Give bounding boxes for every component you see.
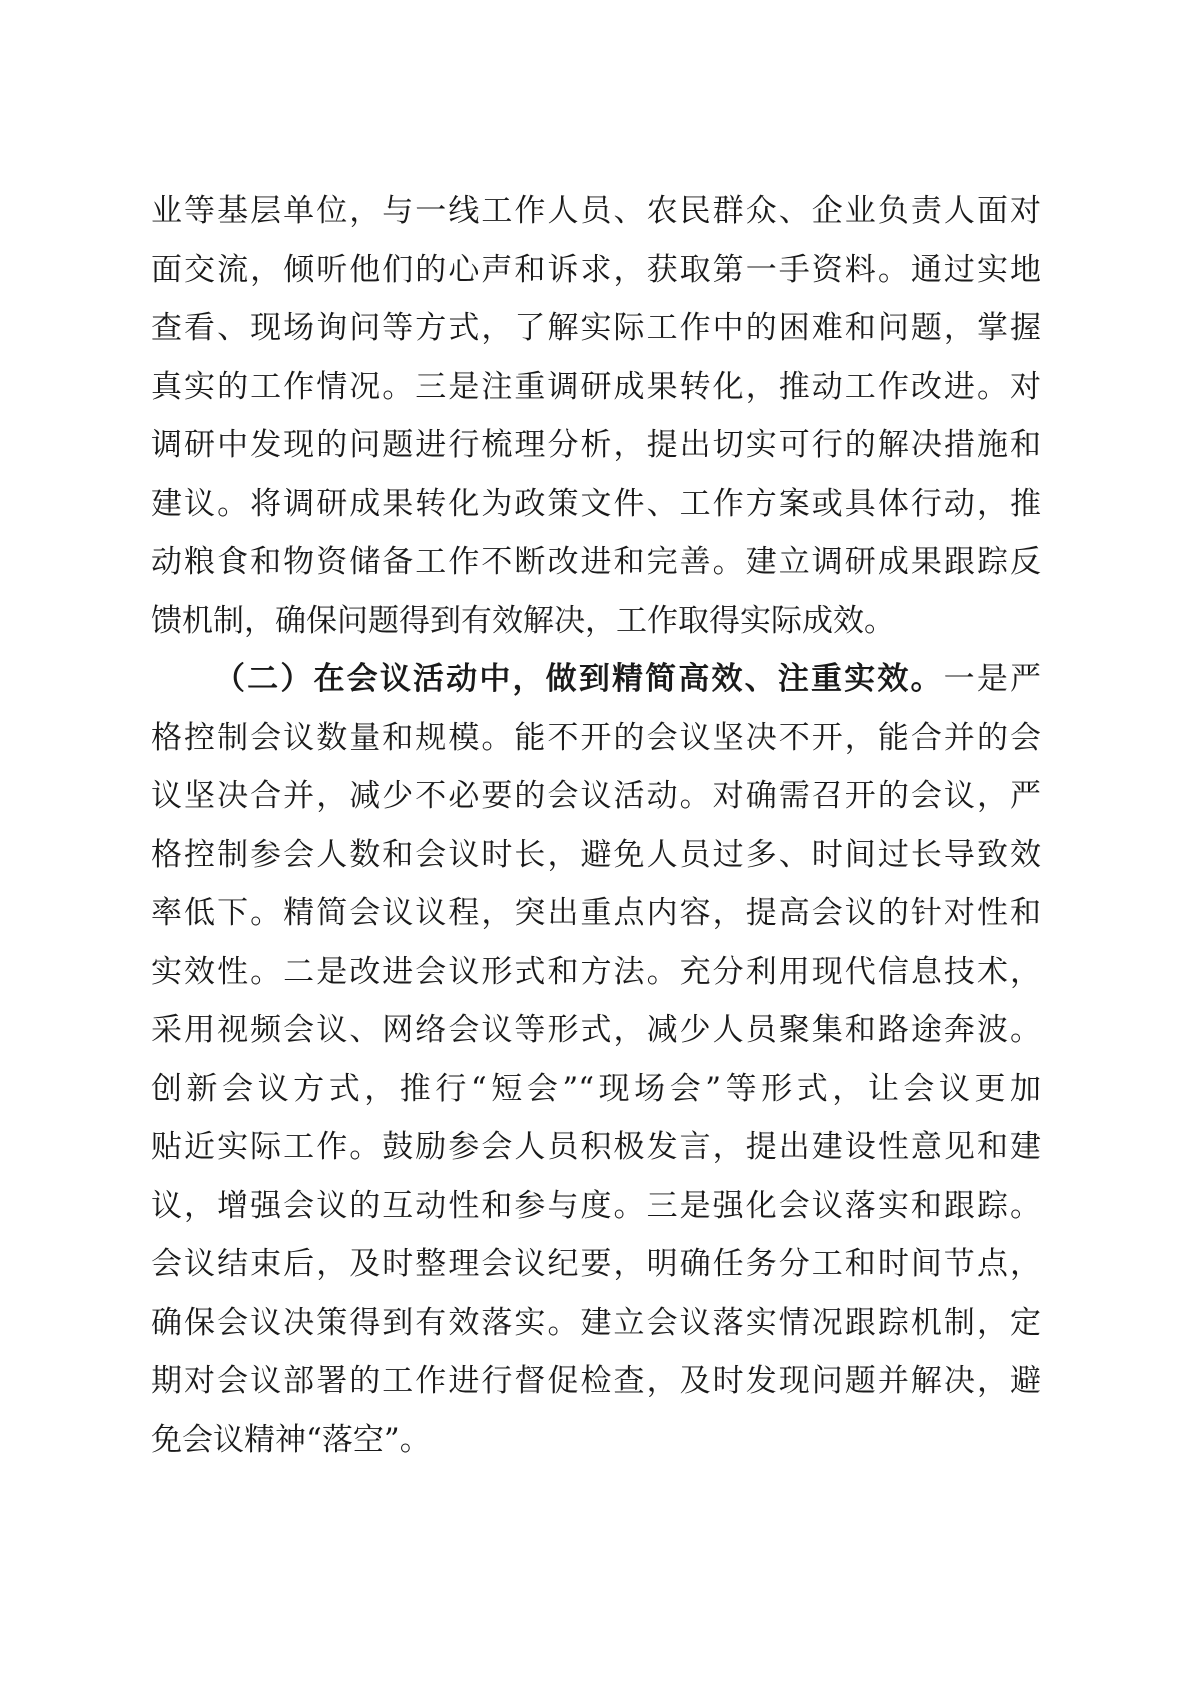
section-heading: （二）在会议活动中，做到精简高效、注重实效。 [214,661,944,697]
paragraph-line: 期对会议部署的工作进行督促检查，及时发现问题并解决，避 [151,1363,1041,1399]
paragraph-line: 查看、现场询问等方式，了解实际工作中的困难和问题，掌握 [151,310,1041,346]
paragraph-line: 创新会议方式，推行“短会”“现场会”等形式，让会议更加 [151,1070,1041,1107]
paragraph-line: 馈机制，确保问题得到有效解决，工作取得实际成效。 [151,602,895,639]
paragraph-line: 采用视频会议、网络会议等形式，减少人员聚集和路途奔波。 [151,1012,1041,1048]
paragraph-line: 建议。将调研成果转化为政策文件、工作方案或具体行动，推 [151,485,1041,522]
paragraph-line: 格控制会议数量和规模。能不开的会议坚决不开，能合并的会 [151,719,1041,756]
paragraph-line: 议坚决合并，减少不必要的会议活动。对确需召开的会议，严 [151,778,1041,814]
paragraph-line: 真实的工作情况。三是注重调研成果转化，推动工作改进。对 [151,368,1041,405]
paragraph-line: 格控制参会人数和会议时长，避免人员过多、时间过长导致效 [151,836,1041,873]
paragraph-line: 贴近实际工作。鼓励参会人员积极发言，提出建设性意见和建 [151,1129,1041,1165]
section-heading-line [151,650,1041,709]
paragraph-line: 会议结束后，及时整理会议纪要，明确任务分工和时间节点， [151,1246,1041,1282]
paragraph-line: 议，增强会议的互动性和参与度。三是强化会议落实和跟踪。 [151,1187,1041,1224]
paragraph-line: 率低下。精简会议议程，突出重点内容，提高会议的针对性和 [151,895,1041,931]
paragraph-line: 确保会议决策得到有效落实。建立会议落实情况跟踪机制，定 [151,1304,1041,1341]
paragraph-line: 动粮食和物资储备工作不断改进和完善。建立调研成果跟踪反 [151,544,1041,580]
paragraph-line: 调研中发现的问题进行梳理分析，提出切实可行的解决措施和 [151,427,1041,463]
section-heading-continuation: 一是严 [943,661,1042,697]
paragraph-line: 业等基层单位，与一线工作人员、农民群众、企业负责人面对 [151,193,1041,229]
document-body [151,182,1041,1469]
paragraph-line: 面交流，倾听他们的心声和诉求，获取第一手资料。通过实地 [151,251,1041,288]
paragraph-line: 实效性。二是改进会议形式和方法。充分利用现代信息技术， [151,953,1041,990]
paragraph-line: 免会议精神“落空”。 [151,1421,431,1458]
